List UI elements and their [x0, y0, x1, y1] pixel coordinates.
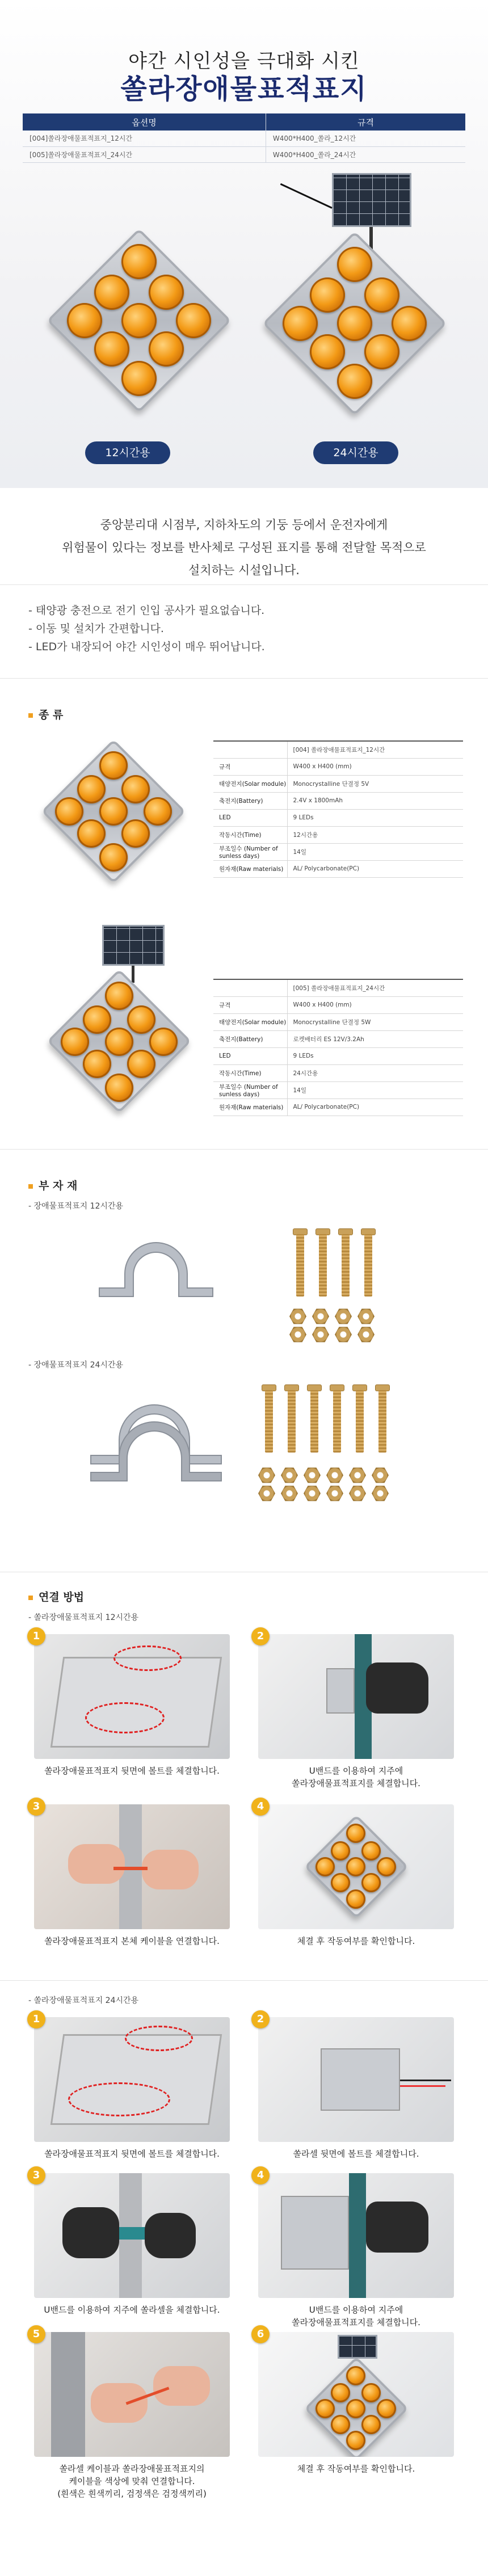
step-caption: 쏠라셀 케이블과 쏠라장애물표적표지의 케이블을 색상에 맞춰 연결합니다. (흰색은 흰색끼리, 검정색은 검정색끼리): [57, 2464, 207, 2499]
spec-cell: 2.4V x 1800mAh: [287, 792, 463, 809]
feature-list: [28, 601, 265, 656]
table-row: [213, 792, 463, 809]
spec-cell: [004] 쏠라장애물표적표지_12시간: [287, 741, 463, 758]
list-item: - 이동 및 설치가 간편합니다.: [28, 622, 164, 635]
spec-cell: [213, 979, 287, 996]
list-item: - LED가 내장되어 야간 시인성이 매우 뛰어납니다.: [28, 641, 265, 653]
step-caption: U밴드를 이용하여 지주에 쏠라셀을 체결합니다.: [44, 2305, 220, 2315]
description-line: 위험물이 있다는 정보를 반사체로 구성된 표지를 통해 전달할 목적으로: [62, 541, 426, 554]
step12-1-image: [34, 1634, 230, 1759]
table-row: [213, 860, 463, 877]
spec-cell: 부조일수 (Number of sunless days): [213, 1081, 287, 1098]
spec-cell: [213, 741, 287, 758]
divider: [0, 584, 488, 585]
step-number: 4: [251, 1798, 270, 1816]
step-number: 2: [251, 2010, 270, 2028]
step-caption: 체결 후 작동여부를 확인합니다.: [297, 1936, 415, 1946]
step-number: 1: [27, 1627, 45, 1645]
section-title-text: 종 류: [39, 709, 64, 721]
parts-label-24h: - 장애물표적표지 24시간용: [28, 1361, 124, 1370]
spec-cell: 9 LEDs: [287, 809, 463, 826]
option-cell: [005]쏠라장애물표적표지_24시간: [23, 146, 266, 162]
bullet-square-icon: [28, 713, 33, 718]
spec-cell: 규격: [213, 996, 287, 1013]
step12-4-image: [258, 1804, 454, 1929]
spec-cell: AL/ Polycarbonate(PC): [287, 860, 463, 877]
step-number: 4: [251, 2166, 270, 2184]
table-row: [213, 741, 463, 758]
step-caption: 쏠라장애물표적표지 뒷면에 볼트를 체결합니다.: [44, 1766, 220, 1776]
option-cell: [004]쏠라장애물표적표지_12시간: [23, 131, 266, 146]
sign-24h-image: [258, 173, 451, 417]
step-number: 3: [27, 2166, 45, 2184]
bullet-square-icon: [28, 1596, 33, 1600]
step24-5-image: [34, 2332, 230, 2457]
step24-1-image: [34, 2017, 230, 2142]
description: [0, 513, 488, 582]
spec-cell: 14일: [287, 843, 463, 860]
table-row: [213, 979, 463, 996]
spec-table-24h: [213, 979, 463, 1116]
step-number: 6: [251, 2325, 270, 2343]
hero-subtitle: 야간 시인성을 극대화 시킨: [128, 50, 360, 73]
table-row: [213, 1013, 463, 1030]
spec-cell: W400 x H400 (mm): [287, 758, 463, 775]
hero-section: [0, 0, 488, 488]
spec-cell: 원자재(Raw materials): [213, 860, 287, 877]
spec-cell: 태양전지(Solar module): [213, 775, 287, 792]
option-cell: W400*H400_쏠라_12시간: [266, 131, 465, 146]
spec-cell: 9 LEDs: [287, 1047, 463, 1064]
step-number: 1: [27, 2010, 45, 2028]
divider: [0, 1980, 488, 1981]
spec-cell: 작동시간(Time): [213, 826, 287, 843]
section-title-connect: [28, 1589, 84, 1604]
spec-cell: 축전지(Battery): [213, 792, 287, 809]
table-row: [213, 826, 463, 843]
table-row: [213, 1098, 463, 1116]
description-line: 설치하는 시설입니다.: [188, 563, 300, 577]
connect-label-24h: - 쏠라장애물표적표지 24시간용: [28, 1996, 139, 2005]
description-line: 중앙분리대 시점부, 지하차도의 기둥 등에서 운전자에게: [100, 518, 388, 532]
sign-12h-thumb: [40, 738, 187, 885]
table-row: [213, 758, 463, 775]
table-row: [213, 775, 463, 792]
step-caption: U밴드를 이용하여 지주에 쏠라장애물표적표지를 체결합니다.: [292, 2305, 420, 2327]
section-title-text: 부 자 재: [39, 1180, 78, 1192]
sign-12h-image: [45, 227, 233, 414]
step-caption: U밴드를 이용하여 지주에 쏠라장애물표적표지를 체결합니다.: [292, 1766, 420, 1788]
bullet-square-icon: [28, 1184, 33, 1189]
table-row: [213, 1030, 463, 1047]
table-row: [213, 1047, 463, 1064]
option-cell: W400*H400_쏠라_24시간: [266, 146, 465, 162]
spec-cell: 규격: [213, 758, 287, 775]
spec-table-12h: [213, 740, 463, 878]
step-number: 5: [27, 2325, 45, 2343]
table-row: [23, 146, 465, 162]
sign-24h-thumb: [45, 925, 193, 1112]
bolts-nuts-image: [284, 1228, 386, 1342]
table-row: [213, 1064, 463, 1081]
divider: [0, 1149, 488, 1150]
step-caption: 쏠라장애물표적표지 본체 케이블을 연결합니다.: [44, 1936, 220, 1946]
step24-6-image: [258, 2332, 454, 2457]
spec-cell: AL/ Polycarbonate(PC): [287, 1098, 463, 1116]
connect-label-12h: - 쏠라장애물표적표지 12시간용: [28, 1613, 139, 1622]
spec-cell: 24시간용: [287, 1064, 463, 1081]
step24-4-image: [258, 2173, 454, 2298]
spec-cell: [005] 쏠라장애물표적표지_24시간: [287, 979, 463, 996]
step-number: 2: [251, 1627, 270, 1645]
spec-cell: 부조일수 (Number of sunless days): [213, 843, 287, 860]
spec-cell: 14일: [287, 1081, 463, 1098]
step-caption: 쏠라장애물표적표지 뒷면에 볼트를 체결합니다.: [44, 2149, 220, 2159]
table-row: [23, 131, 465, 146]
spec-cell: 축전지(Battery): [213, 1030, 287, 1047]
badge-24h: 24시간용: [313, 441, 398, 464]
spec-cell: 로켓배터리 ES 12V/3.2Ah: [287, 1030, 463, 1047]
spec-cell: Monocrystalline 단결정 5V: [287, 775, 463, 792]
option-header-spec: 규격: [266, 113, 465, 131]
spec-cell: LED: [213, 809, 287, 826]
option-table: [23, 113, 465, 163]
section-title-parts: [28, 1177, 77, 1193]
spec-cell: 12시간용: [287, 826, 463, 843]
spec-cell: W400 x H400 (mm): [287, 996, 463, 1013]
badge-12h: 12시간용: [85, 441, 170, 464]
table-row: [213, 809, 463, 826]
table-row: [213, 996, 463, 1013]
spec-cell: Monocrystalline 단결정 5W: [287, 1013, 463, 1030]
spec-cell: 작동시간(Time): [213, 1064, 287, 1081]
step-caption: 체결 후 작동여부를 확인합니다.: [297, 2464, 415, 2474]
parts-label-12h: - 장애물표적표지 12시간용: [28, 1202, 124, 1211]
list-item: - 태양광 충전으로 전기 인입 공사가 필요없습니다.: [28, 604, 265, 617]
step24-3-image: [34, 2173, 230, 2298]
step12-3-image: [34, 1804, 230, 1929]
section-title-kinds: [28, 706, 63, 722]
table-row: [213, 843, 463, 860]
u-band-clamp-double-image: [85, 1401, 227, 1487]
u-band-clamp-image: [94, 1240, 218, 1308]
step12-2-image: [258, 1634, 454, 1759]
step24-2-image: [258, 2017, 454, 2142]
spec-cell: 태양전지(Solar module): [213, 1013, 287, 1030]
bolts-nuts-24h-image: [258, 1384, 417, 1504]
spec-cell: 원자재(Raw materials): [213, 1098, 287, 1116]
section-title-text: 연결 방법: [39, 1591, 85, 1603]
step-caption: 쏠라셀 뒷면에 볼트를 체결합니다.: [293, 2149, 419, 2159]
table-row: [213, 1081, 463, 1098]
spec-cell: LED: [213, 1047, 287, 1064]
hero-title: 쏠라장애물표적표지: [120, 73, 368, 105]
divider: [0, 678, 488, 679]
step-number: 3: [27, 1798, 45, 1816]
option-header-name: 옵션명: [23, 113, 266, 131]
